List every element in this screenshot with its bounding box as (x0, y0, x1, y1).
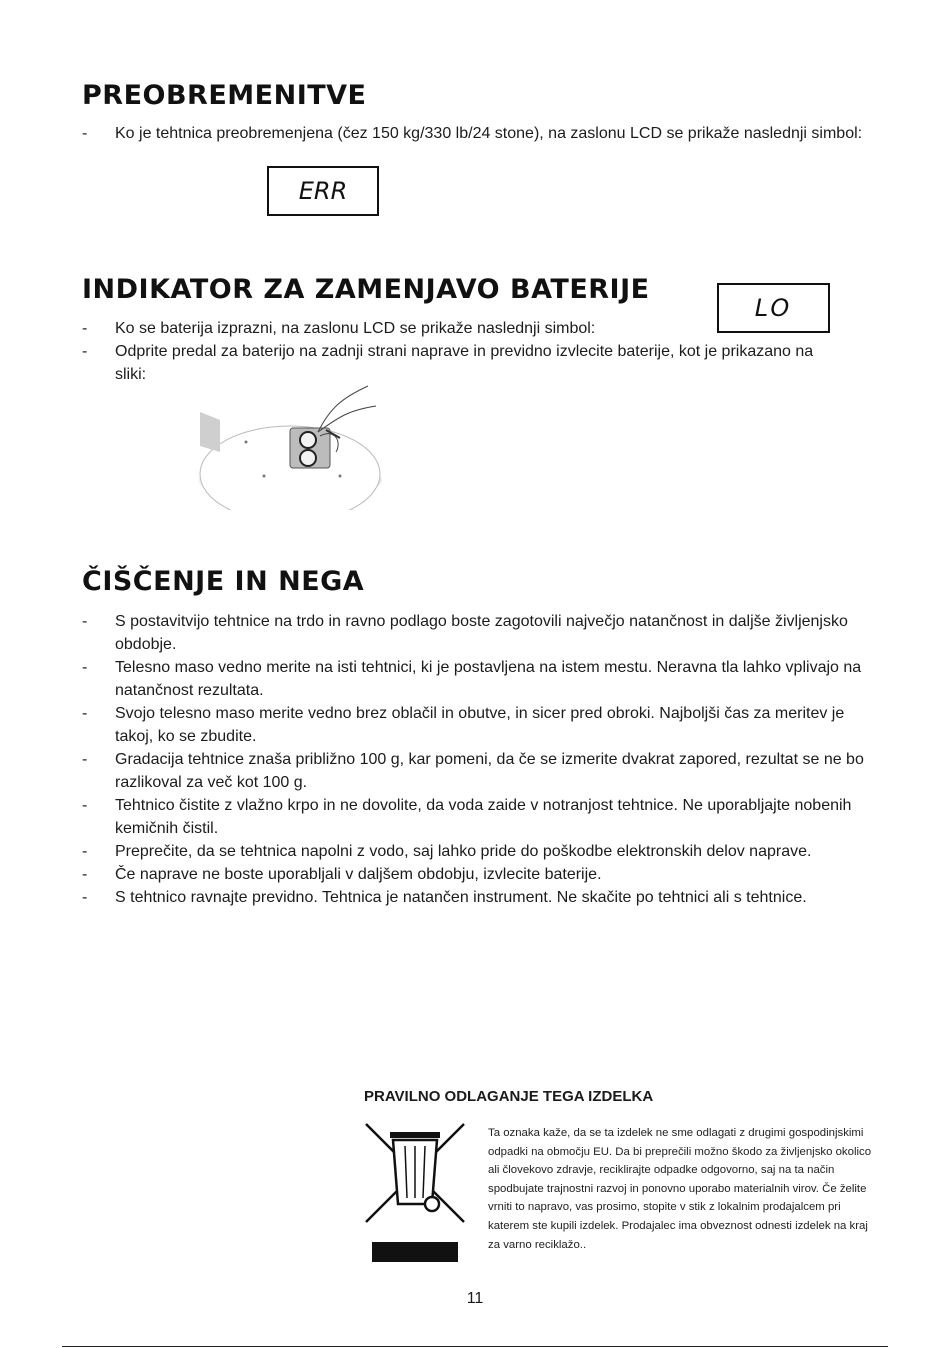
list-item: - Preprečite, da se tehtnica napolni z vodo, saj lahko pride do poškodbe elektronskih delov naprave. (82, 843, 812, 860)
overload-list (82, 122, 872, 145)
page-number: 11 (466, 1290, 484, 1307)
list-item: - Če naprave ne boste uporabljali v daljšem obdobju, izvlecite baterije. (82, 866, 602, 883)
cleaning-list (82, 610, 872, 909)
list-item: - Odprite predal za baterijo na zadnji strani naprave in previdno izvlecite baterije, kot je prikazano na sliki: (82, 343, 814, 383)
battery-removal-illustration (190, 380, 390, 510)
crossed-out-wheelie-bin-icon (360, 1118, 470, 1268)
list-item: - Gradacija tehtnice znaša približno 100 g, kar pomeni, da če se izmerite dvakrat zapored, rezultat se ne bo razlikoval za več kot 100 g. (82, 751, 864, 791)
battery-heading: INDIKATOR ZA ZAMENJAVO BATERIJE (82, 274, 650, 305)
battery-list (82, 317, 822, 386)
overload-heading: PREOBREMENITVE (82, 80, 367, 111)
list-item: - S postavitvijo tehtnice na trdo in ravno podlago boste zagotovili največjo natančnost in daljše življenjsko obdobje. (82, 613, 848, 653)
list-item: - S tehtnico ravnajte previdno. Tehtnica je natančen instrument. Ne skačite po tehtnici ali s tehtnice. (82, 889, 807, 906)
disposal-text: Ta oznaka kaže, da se ta izdelek ne sme odlagati z drugimi gospodinjskimi odpadki na območju EU. Da bi preprečili možno škodo za življenjsko okolico ali človekovo zdravje, reciklirajte odpadke odgovorno, saj na ta način spodbujate trajnostni razvoj in ponovno uporabo materialnih virov. Če želite vrniti to napravo, vas prosimo, stopite v stik z lokalnim prodajalcem pri katerem ste kupili izdelek. Prodajalec ima obveznost odnesti izdelek na kraj za varno reciklažo.. (488, 1127, 872, 1251)
cleaning-heading: ČIŠČENJE IN NEGA (82, 566, 365, 597)
footer-rule (62, 1346, 888, 1347)
list-item: - Svojo telesno maso merite vedno brez oblačil in obutve, in sicer pred obroki. Najboljši čas za meritev je takoj, ko se zbudite. (82, 705, 845, 745)
lo-lcd-symbol: LO (717, 283, 830, 333)
err-lcd-symbol: ERR (267, 166, 379, 216)
list-item: - Ko je tehtnica preobremenjena (čez 150 kg/330 lb/24 stone), na zaslonu LCD se prikaže naslednji simbol: (82, 125, 863, 142)
list-item: - Telesno maso vedno merite na isti tehtnici, ki je postavljena na istem mestu. Neravna tla lahko vplivajo na natančnost rezultata. (82, 659, 862, 699)
list-item: - Tehtnico čistite z vlažno krpo in ne dovolite, da voda zaide v notranjost tehtnice. Ne uporabljajte nobenih kemičnih čistil. (82, 797, 852, 837)
list-item: - Ko se baterija izprazni, na zaslonu LCD se prikaže naslednji simbol: (82, 320, 596, 337)
disposal-heading: PRAVILNO ODLAGANJE TEGA IZDELKA (364, 1088, 654, 1105)
